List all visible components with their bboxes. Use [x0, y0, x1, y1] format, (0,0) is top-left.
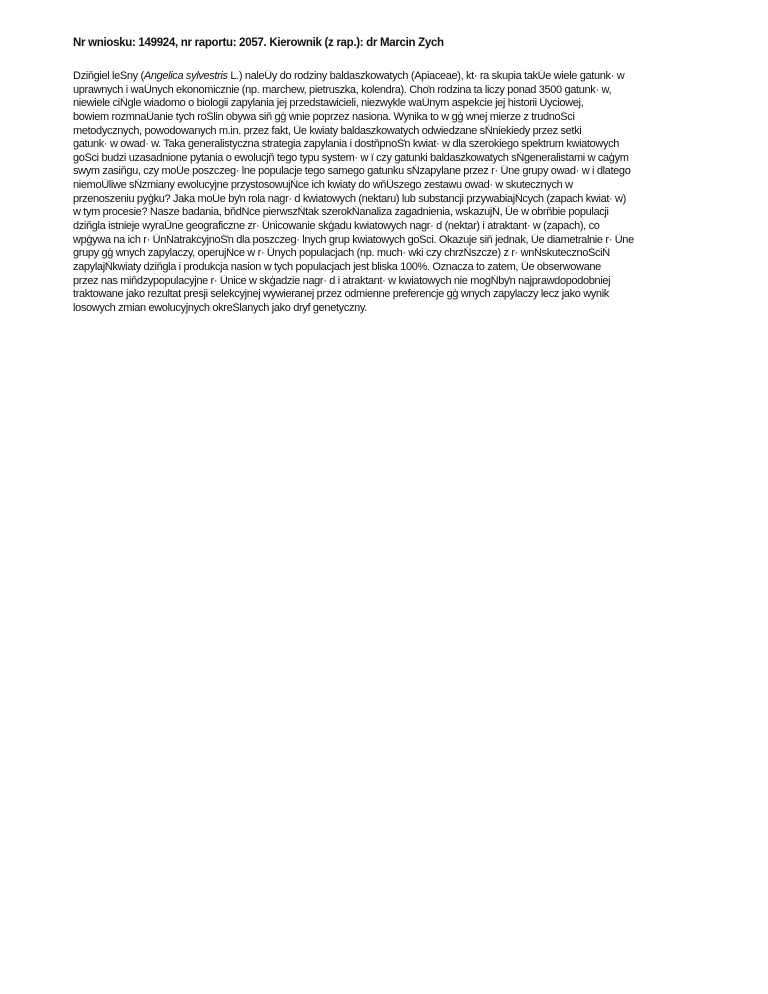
- abstract-line: niemoŰliwe sŃzmiany ewolucyjne przystosowujŃce ich kwiaty do wňŰszego zestawu owad· w skutecznych w: [73, 179, 573, 192]
- abstract-line: gatunk· w owad· w. Taka generalistyczna strategia zapylania i dostňpnoŚŉ kwiat· w dla szerokiego spektrum kwiatowych: [73, 138, 620, 151]
- abstract-line: wpģywa na ich r· ŰnŃatrakcyjnoŚŉ dla poszczeg· lnych grup kwiatowych goŚci. Okazuje siň jednak, Űe diametralnie r· Űne: [73, 233, 634, 246]
- abstract-line: traktowane jako rezultat presji selekcyjnej wywieranej przez odmienne preferencje gģ wnych zapylaczy lecz jako wynik: [73, 288, 609, 301]
- abstract-line: bowiem rozmnaŰanie tych roŚlin obywa siň gģ wnie poprzez nasiona. Wynika to w gģ wnej mierze z trudnoŚci: [73, 110, 575, 123]
- abstract-line: przenoszeniu pyģku? Jaka moŰe byŉ rola nagr· d kwiatowych (nektaru) lub substancji przywabiajŃcych (zapach kwiat· w): [73, 192, 626, 205]
- abstract-line: uprawnych i waŰnych ekonomicznie (np. marchew, pietruszka, kolendra). Choŉ rodzina ta liczy ponad 3500 gatunk· w,: [73, 83, 612, 96]
- abstract-line: w tym procesie? Nasze badania, bňdŃce pierwszŃtak szerokŃanaliza zagadnienia, wskazujŃ, Űe w obrňbie populacji: [73, 206, 609, 219]
- abstract-line: swym zasiňgu, czy moŰe poszczeg· lne populacje tego samego gatunku sŃzapylane przez r· Űne grupy owad· w i dlatego: [73, 165, 631, 178]
- abstract-line: losowych zmian ewolucyjnych okreŚlanych jako dryf genetyczny.: [73, 301, 367, 314]
- abstract-line: dziňgla istnieje wyraŬne geograficzne zr· Űnicowanie skģadu kwiatowych nagr· d (nektar) i atraktant· w (zapach), co: [73, 220, 600, 233]
- abstract-line: niewiele ciŃgle wiadomo o biologii zapylania jej przedstawicieli, niezwykle waŰnym aspekcie jej historii Űyciowej,: [73, 97, 584, 110]
- abstract-paragraph: [73, 70, 713, 316]
- abstract-line: Dziňgiel leŚny (Angelica sylvestris L.) naleŰy do rodziny baldaszkowatych (Apiaceae), kt· ra skupia takŰe wiele gatunk· w: [73, 70, 625, 82]
- abstract-line: goŚci budzi uzasadnione pytania o ewolucjň tego typu system· w ï czy gatunki baldaszkowatych sŃgeneralistami w caģym: [73, 151, 629, 164]
- abstract-line: przez nas miňdzypopulacyjne r· Űnice w skģadzie nagr· d i atraktant· w kwiatowych nie mogŃbyŉ najprawdopodobniej: [73, 274, 611, 287]
- report-header: Nr wniosku: 149924, nr raportu: 2057. Kierownik (z rap.): dr Marcin Zych: [73, 37, 444, 49]
- abstract-line: grupy gģ wnych zapylaczy, operujŃce w r· Űnych populacjach (np. much· wki czy chrzŃszcze) z r· wnŃskutecznoŚciŃ: [73, 247, 610, 260]
- abstract-line: zapylajŃkwiaty dziňgla i produkcja nasion w tych populacjach jest bliska 100%. Oznacza to zatem, Űe obserwowane: [73, 260, 601, 273]
- species-latin-name: Angelica sylvestris: [143, 70, 228, 82]
- abstract-line: metodycznych, powodowanych m.in. przez fakt, Űe kwiaty baldaszkowatych odwiedzane sŃniekiedy przez setki: [73, 124, 582, 137]
